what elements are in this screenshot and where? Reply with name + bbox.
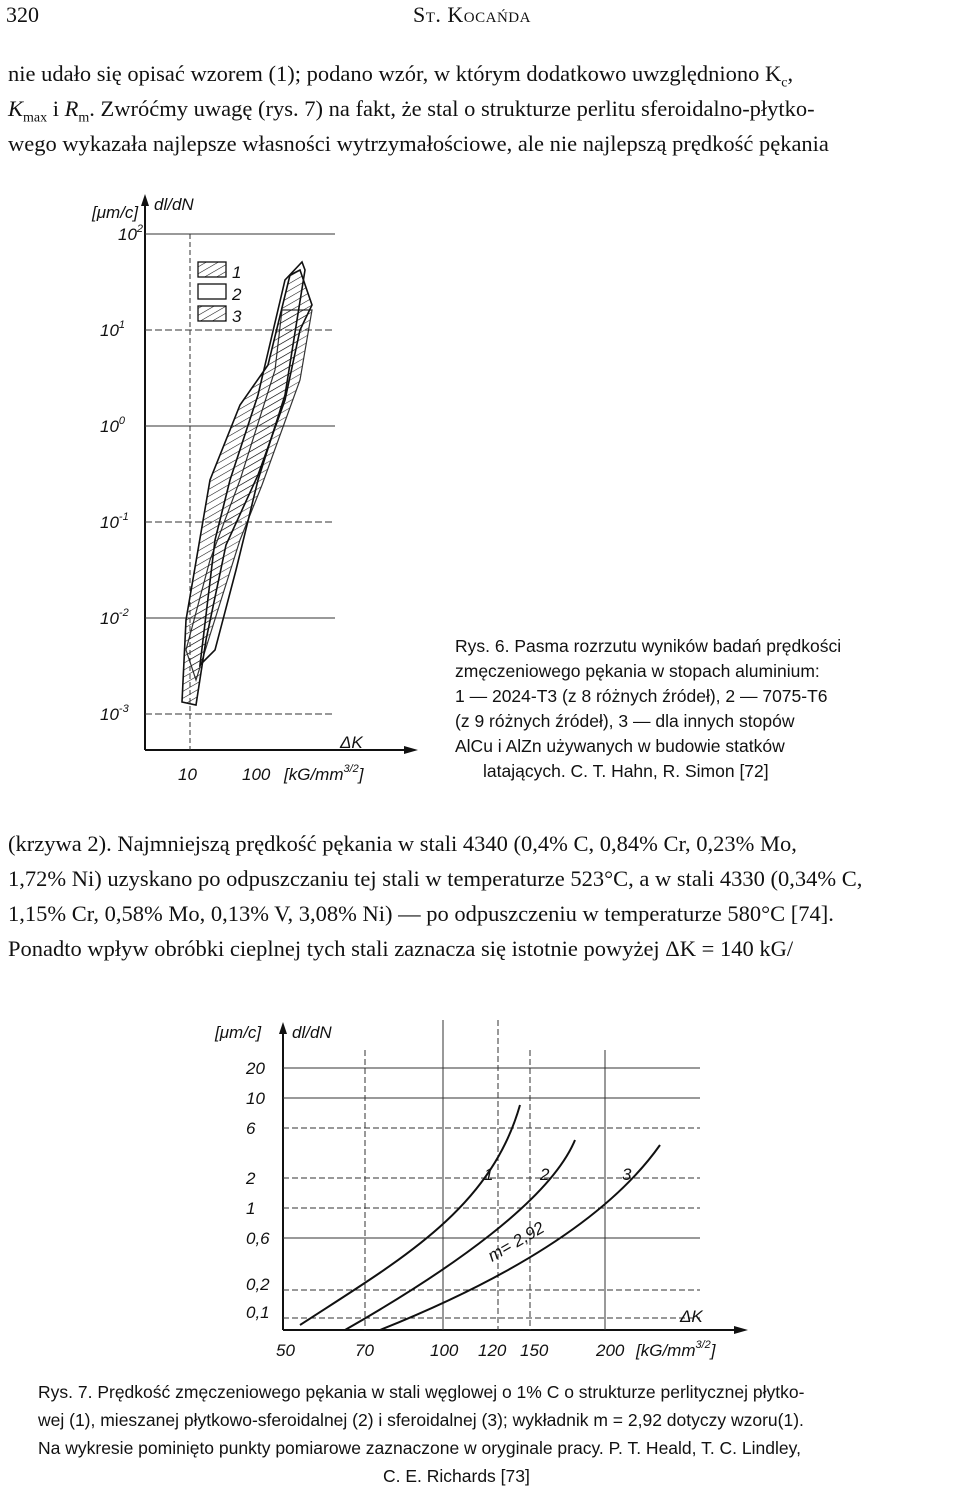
- middle-line-4: Ponadto wpływ obróbki cieplnej tych stali zaznacza się istotnie powyżej ΔK = 140 kG/: [8, 936, 794, 961]
- legend-swatch-3: [198, 306, 226, 321]
- intro-line-2: $K_{max}$ i $R_m$. Zwróćmy uwagę (rys. 7) na fakt, że stal o strukturze perlitu sferoidalno-płytko-: [8, 96, 815, 126]
- fig6-ytick-5: $10^{-3}$: [100, 703, 129, 724]
- fig7-ytick-2: 6: [246, 1119, 256, 1138]
- fig6-y-unit: [μm/c]: [92, 203, 139, 222]
- legend-label-1: 1: [232, 263, 242, 282]
- fig6-x-quantity: ΔK: [340, 733, 363, 752]
- curve-label-2: 2: [540, 1165, 550, 1184]
- fig7-xtick-2: 100: [430, 1341, 459, 1360]
- fig7-y-arrow: [279, 1022, 287, 1034]
- legend-label-3: 3: [232, 307, 242, 326]
- fig7-xtick-4: 150: [520, 1341, 549, 1360]
- fig7-y-quantity: dl/dN: [292, 1023, 332, 1042]
- slope-label: m= 2,92: [484, 1218, 548, 1266]
- fig6-y-quantity: dl/dN: [154, 195, 194, 214]
- fig6-x-arrow: [404, 746, 418, 754]
- fig6-xtick-0: 10: [178, 765, 197, 784]
- fig6-ytick-4: $10^{-2}$: [100, 607, 129, 628]
- fig6-y-arrow: [141, 194, 149, 206]
- fig6-xtick-1: 100: [242, 765, 271, 784]
- running-head-author: St. Kocańda: [413, 2, 531, 27]
- fig6-ytick-2: $10^0$: [100, 415, 126, 436]
- legend-label-2: 2: [232, 285, 242, 304]
- fig7-y-unit: [μm/c]: [215, 1023, 262, 1042]
- fig7-ytick-1: 10: [246, 1089, 265, 1108]
- fig7-x-quantity: ΔK: [680, 1307, 703, 1326]
- page-number: 320: [6, 2, 39, 27]
- figure-7: [0, 1000, 960, 1360]
- fig7-ytick-7: 0,1: [246, 1303, 270, 1322]
- fig6-x-unit: $[kG/mm^{3/2}]$: [284, 763, 364, 784]
- legend-swatch-1: [198, 262, 226, 277]
- intro-line-3: wego wykazała najlepsze własności wytrzymałościowe, ale nie najlepszą prędkość pękania: [8, 131, 829, 156]
- fig7-xtick-1: 70: [355, 1341, 374, 1360]
- fig7-ytick-6: 0,2: [246, 1275, 270, 1294]
- fig7-ytick-3: 2: [246, 1169, 256, 1188]
- band-3: [186, 310, 312, 680]
- fig7-x-unit: $[kG/mm^{3/2}]$: [636, 1339, 716, 1360]
- middle-line-2: 1,72% Ni) uzyskano po odpuszczaniu tej stali w temperaturze 523°C, a w stali 4330 (0,34% C,: [8, 866, 863, 891]
- middle-line-3: 1,15% Cr, 0,58% Mo, 0,13% V, 3,08% Ni) — po odpuszczeniu w temperaturze 580°C [74].: [8, 901, 834, 926]
- fig7-xtick-5: 200: [596, 1341, 625, 1360]
- fig7-x-arrow: [734, 1326, 748, 1334]
- curve-label-3: 3: [622, 1165, 632, 1184]
- fig6-ytick-0: $10^2$: [118, 223, 144, 244]
- fig6-ytick-3: $10^{-1}$: [100, 511, 129, 532]
- fig7-xtick-0: 50: [276, 1341, 295, 1360]
- legend-swatch-2: [198, 284, 226, 299]
- middle-line-1: (krzywa 2). Najmniejszą prędkość pękania w stali 4340 (0,4% C, 0,84% Cr, 0,23% Mo,: [8, 831, 797, 856]
- curve-label-1: 1: [484, 1165, 494, 1184]
- intro-line-1: nie udało się opisać wzorem (1); podano wzór, w którym dodatkowo uwzględniono $K_c$,: [8, 61, 794, 91]
- fig6-legend: [198, 262, 242, 326]
- fig7-xtick-3: 120: [478, 1341, 507, 1360]
- fig6-ytick-1: $10^1$: [100, 319, 126, 340]
- fig7-ytick-5: 0,6: [246, 1229, 270, 1248]
- fig7-ytick-0: 20: [246, 1059, 265, 1078]
- caption-7: Rys. 7. Prędkość zmęczeniowego pękania w stali węglowej o 1% C o strukturze perlitycznej płytko- wej (1), mieszanej płytkowo-sferoidalnej (2) i sferoidalnej (3); wykładnik m = 2,92 dotyczy wzoru(1). Na wykresie pominięto punkty pomiarowe zaznaczone w oryginale pracy. P. T. Heald, T. C. Lindley, C. E. Richards [73]: [38, 1382, 805, 1486]
- figure-6: [0, 180, 430, 800]
- caption-6: Rys. 6. Pasma rozrzutu wyników badań prędkości zmęczeniowego pękania w stopach aluminium: 1 — 2024-T3 (z 8 różnych źródeł), 2 — 7075-T6 (z 9 różnych źródeł), 3 — dla innych stopów AlCu i AlZn używanych w budowie statków latających. C. T. Hahn, R. Simon [72]: [455, 636, 842, 781]
- fig7-ytick-4: 1: [246, 1199, 256, 1218]
